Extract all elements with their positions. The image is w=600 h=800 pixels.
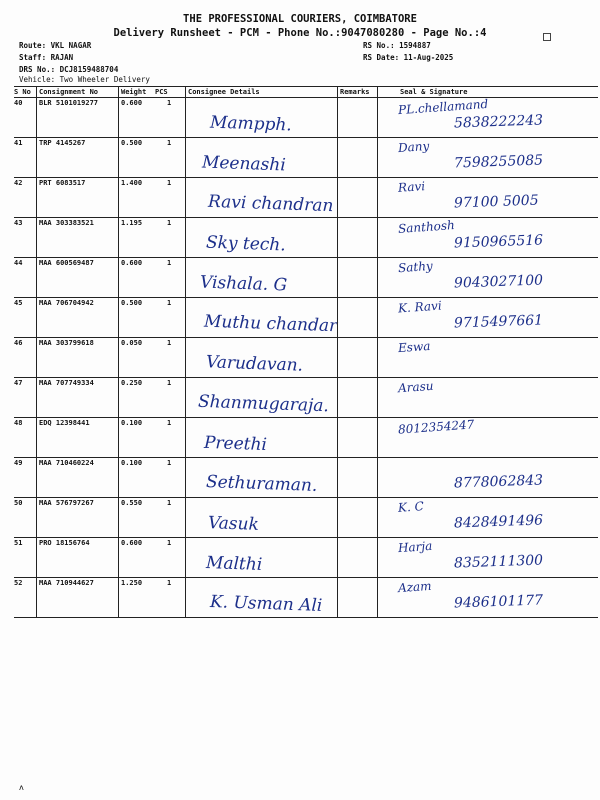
consignee-handwriting: Preethi (203, 432, 268, 456)
pcs-value: 1 (167, 499, 172, 507)
serial-number: 52 (14, 579, 23, 587)
drs-label: DRS No.: DCJ8159488704 (19, 65, 119, 74)
corner-box (543, 33, 551, 41)
weight-value: 0.600 (121, 259, 143, 267)
rs-date: RS Date: 11-Aug-2025 (363, 53, 454, 62)
consignee-handwriting: Vasuk (207, 513, 260, 535)
consignment-number: MAA 303799618 (39, 339, 94, 347)
pcs-value: 1 (167, 139, 172, 147)
col-sno: S No (14, 88, 31, 96)
phone-handwriting: 9043027100 (453, 272, 544, 292)
rs-number: RS No.: 1594887 (363, 41, 431, 50)
col-consignment: Consignment No (39, 88, 99, 96)
weight-value: 0.600 (121, 99, 143, 107)
consignment-number: MAA 710460224 (39, 459, 94, 467)
table-row (14, 258, 598, 298)
serial-number: 44 (14, 259, 23, 267)
pcs-value: 1 (167, 419, 172, 427)
signature-handwriting: K. C (397, 499, 425, 515)
consignee-handwriting: Sethuraman. (205, 472, 318, 496)
consignee-handwriting: Mampph. (209, 112, 293, 136)
col-consignee: Consignee Details (188, 88, 260, 96)
table-row (14, 178, 598, 218)
signature-handwriting: Ravi (397, 179, 426, 195)
phone-handwriting: 9715497661 (453, 312, 544, 332)
table-row (14, 218, 598, 258)
table-row (14, 98, 598, 138)
weight-value: 0.500 (121, 299, 143, 307)
signature-handwriting: Azam (397, 578, 432, 596)
weight-value: 0.600 (121, 539, 143, 547)
weight-value: 0.100 (121, 459, 143, 467)
serial-number: 43 (14, 219, 23, 227)
serial-number: 51 (14, 539, 23, 547)
col-weight: Weight (121, 88, 147, 96)
table-row (14, 578, 598, 618)
serial-number: 46 (14, 339, 23, 347)
serial-number: 40 (14, 99, 23, 107)
phone-handwriting: 8778062843 (453, 472, 544, 492)
pcs-value: 1 (167, 219, 172, 227)
phone-handwriting: 8428491496 (453, 512, 544, 532)
consignment-number: EDQ 12398441 (39, 419, 90, 427)
serial-number: 47 (14, 379, 23, 387)
table-row (14, 458, 598, 498)
consignment-number: TRP 4145267 (39, 139, 86, 147)
phone-handwriting: 7598255085 (453, 152, 544, 172)
pcs-value: 1 (167, 579, 172, 587)
table-row (14, 138, 598, 178)
phone-handwriting: 97100 5005 (453, 192, 539, 212)
col-signature: Seal & Signature (400, 88, 468, 96)
consignment-number: MAA 706704942 (39, 299, 94, 307)
pcs-value: 1 (167, 99, 172, 107)
pcs-value: 1 (167, 299, 172, 307)
consignment-number: MAA 710944627 (39, 579, 94, 587)
signature-handwriting: Dany (397, 138, 430, 156)
pcs-value: 1 (167, 539, 172, 547)
consignee-handwriting: Vishala. G (199, 272, 288, 296)
weight-value: 1.400 (121, 179, 143, 187)
serial-number: 49 (14, 459, 23, 467)
table-row (14, 538, 598, 578)
serial-number: 41 (14, 139, 23, 147)
pcs-value: 1 (167, 179, 172, 187)
table-header (14, 86, 598, 98)
phone-handwriting: 9150965516 (453, 232, 544, 252)
weight-value: 0.500 (121, 139, 143, 147)
consignee-handwriting: Ravi chandran (207, 191, 334, 217)
consignee-handwriting: Sky tech. (205, 232, 287, 256)
weight-value: 1.250 (121, 579, 143, 587)
page-mark: ʌ (19, 783, 24, 792)
weight-value: 1.195 (121, 219, 143, 227)
table-row (14, 418, 598, 458)
runsheet-table (14, 86, 598, 618)
company-title: THE PROFESSIONAL COURIERS, COIMBATORE (183, 13, 417, 25)
consignment-number: MAA 303383521 (39, 219, 94, 227)
table-row (14, 498, 598, 538)
phone-handwriting: 9486101177 (453, 592, 544, 612)
table-row (14, 338, 598, 378)
consignee-handwriting: Malthi (205, 553, 263, 575)
serial-number: 42 (14, 179, 23, 187)
consignment-number: PRT 6083517 (39, 179, 86, 187)
signature-handwriting: K. Ravi (397, 298, 443, 316)
consignee-handwriting: Muthu chandar (203, 311, 338, 337)
col-pcs: PCS (155, 88, 168, 96)
consignment-number: BLR 5101019277 (39, 99, 99, 107)
signature-handwriting: Arasu (397, 378, 434, 396)
pcs-value: 1 (167, 259, 172, 267)
staff-label: Staff: RAJAN (19, 53, 74, 62)
runsheet-subtitle: Delivery Runsheet - PCM - Phone No.:9047080280 - Page No.:4 (113, 27, 487, 39)
table-row (14, 298, 598, 338)
pcs-value: 1 (167, 459, 172, 467)
pcs-value: 1 (167, 339, 172, 347)
signature-handwriting: PL.chellamand (397, 96, 489, 118)
consignee-handwriting: Shanmugaraja. (197, 391, 330, 417)
consignment-number: MAA 600569487 (39, 259, 94, 267)
weight-value: 0.550 (121, 499, 143, 507)
weight-value: 0.100 (121, 419, 143, 427)
col-remarks: Remarks (340, 88, 370, 96)
serial-number: 45 (14, 299, 23, 307)
vehicle-label: Vehicle: Two Wheeler Delivery (19, 75, 150, 84)
weight-value: 0.250 (121, 379, 143, 387)
serial-number: 50 (14, 499, 23, 507)
consignee-handwriting: Meenashi (201, 152, 287, 176)
phone-handwriting: 8352111300 (453, 552, 544, 572)
phone-handwriting: 5838222243 (453, 112, 544, 132)
route-label: Route: VKL NAGAR (19, 41, 92, 50)
consignment-number: PRO 18156764 (39, 539, 90, 547)
signature-handwriting: 8012354247 (397, 417, 475, 437)
weight-value: 0.050 (121, 339, 143, 347)
consignee-handwriting: Varudavan. (205, 352, 304, 376)
serial-number: 48 (14, 419, 23, 427)
signature-handwriting: Sathy (397, 258, 434, 276)
table-row (14, 378, 598, 418)
signature-handwriting: Harja (397, 538, 433, 556)
consignment-number: MAA 707749334 (39, 379, 94, 387)
pcs-value: 1 (167, 379, 172, 387)
consignment-number: MAA 576797267 (39, 499, 94, 507)
signature-handwriting: Eswa (397, 338, 431, 356)
signature-handwriting: Santhosh (397, 218, 456, 236)
consignee-handwriting: K. Usman Ali (209, 592, 323, 616)
